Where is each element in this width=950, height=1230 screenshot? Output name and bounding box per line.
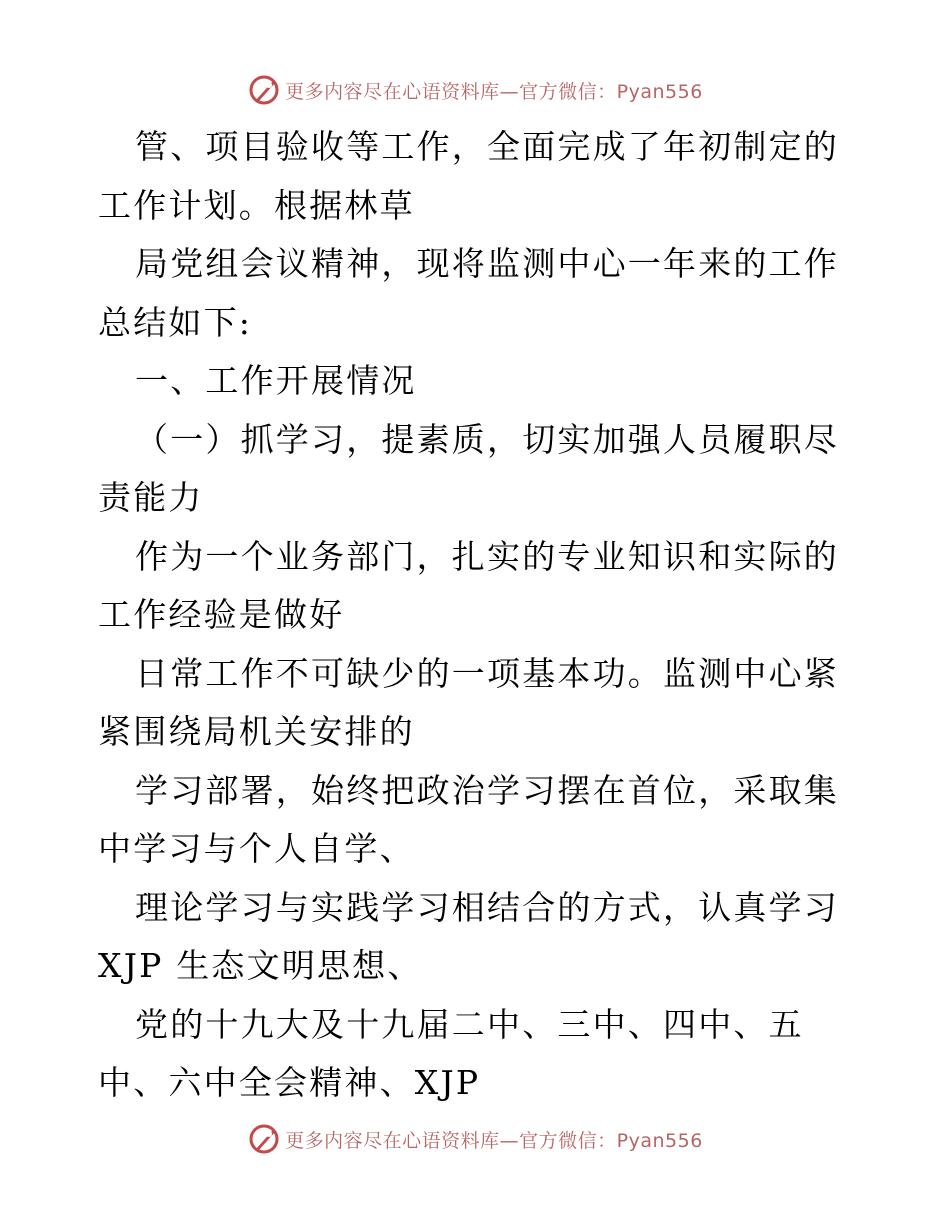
quill-logo-icon — [247, 1122, 281, 1156]
header-banner — [0, 70, 950, 110]
paragraph: 日常工作不可缺少的一项基本功。监测中心紧紧围绕局机关安排的 — [98, 653, 839, 751]
paragraph: 理论学习与实践学习相结合的方式，认真学习XJP 生态文明思想、 — [98, 887, 839, 985]
paragraph: 局党组会议精神，现将监测中心一年来的工作总结如下: — [98, 244, 839, 342]
paragraph: 党的十九大及十九届二中、三中、四中、五中、六中全会精神、XJP — [98, 1004, 804, 1102]
footer-banner-text: 更多内容尽在心语资料库—官方微信：Pyan556 — [285, 1129, 703, 1152]
section-heading: 一、工作开展情况 — [135, 361, 417, 400]
quill-logo-icon — [247, 73, 281, 107]
subsection-heading: （一）抓学习，提素质，切实加强人员履职尽责能力 — [98, 419, 839, 517]
header-banner-text: 更多内容尽在心语资料库—官方微信：Pyan556 — [285, 80, 703, 103]
document-body — [98, 118, 858, 1113]
footer-banner — [0, 1119, 950, 1159]
paragraph: 管、项目验收等工作，全面完成了年初制定的工作计划。根据林草 — [98, 127, 839, 225]
paragraph: 学习部署，始终把政治学习摆在首位，采取集中学习与个人自学、 — [98, 770, 839, 868]
paragraph: 作为一个业务部门，扎实的专业知识和实际的工作经验是做好 — [98, 536, 839, 634]
